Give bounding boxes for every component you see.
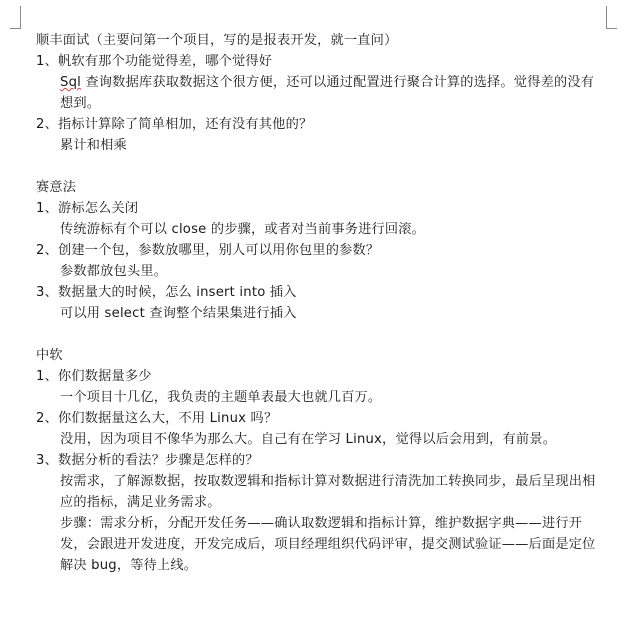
blank-line <box>36 156 606 177</box>
section-heading: 顺丰面试（主要问第一个项目，写的是报表开发，就一直问） <box>36 33 398 48</box>
question: 3、数据分析的看法？步骤是怎样的？ <box>36 453 259 468</box>
answer: 一个项目十几亿，我负责的主题单表最大也就几百万。 <box>60 390 382 405</box>
section-heading: 中软 <box>36 348 63 363</box>
answer <box>36 72 606 114</box>
question: 1、帆软有那个功能觉得差，哪个觉得好 <box>36 54 273 69</box>
question: 1、你们数据量多少 <box>36 369 152 384</box>
answer: 传统游标有个可以 close 的步骤，或者对当前事务进行回滚。 <box>60 222 426 237</box>
blank-line <box>36 324 606 345</box>
sql-text: Sql <box>60 75 82 90</box>
answer: 没用，因为项目不像华为那么大。自己有在学习 Linux，觉得以后会用到，有前景。 <box>60 432 557 447</box>
question: 2、你们数据量这么大，不用 Linux 吗？ <box>36 411 278 426</box>
answer: 可以用 select 查询整个结果集进行插入 <box>60 306 297 321</box>
question: 2、指标计算除了简单相加，还有没有其他的？ <box>36 117 313 132</box>
answer: 参数都放包头里。 <box>60 264 168 279</box>
answer: 累计和相乘 <box>60 138 127 153</box>
section-heading: 赛意法 <box>36 180 77 195</box>
margin-corner-mark-left <box>10 6 21 29</box>
answer: 步骤：需求分析，分配开发任务——确认取数逻辑和指标计算，维护数据字典——进行开发，会跟进开发进度，开发完成后，项目经理组织代码评审，提交测试验证——后面是定位解决 bug，等待上线。 <box>60 516 596 573</box>
question: 1、游标怎么关闭 <box>36 201 139 216</box>
question: 2、创建一个包，参数放哪里，别人可以用你包里的参数？ <box>36 243 380 258</box>
document-body <box>36 30 606 576</box>
answer-text: 查询数据库获取数据这个很方便，还可以通过配置进行聚合计算的选择。觉得差的没有想到。 <box>60 75 595 111</box>
margin-corner-mark-right <box>606 6 617 29</box>
question: 3、数据量大的时候，怎么 insert into 插入 <box>36 285 297 300</box>
answer: 按需求，了解源数据，按取数逻辑和指标计算对数据进行清洗加工转换同步，最后呈现出相应的指标，满足业务需求。 <box>60 474 596 510</box>
